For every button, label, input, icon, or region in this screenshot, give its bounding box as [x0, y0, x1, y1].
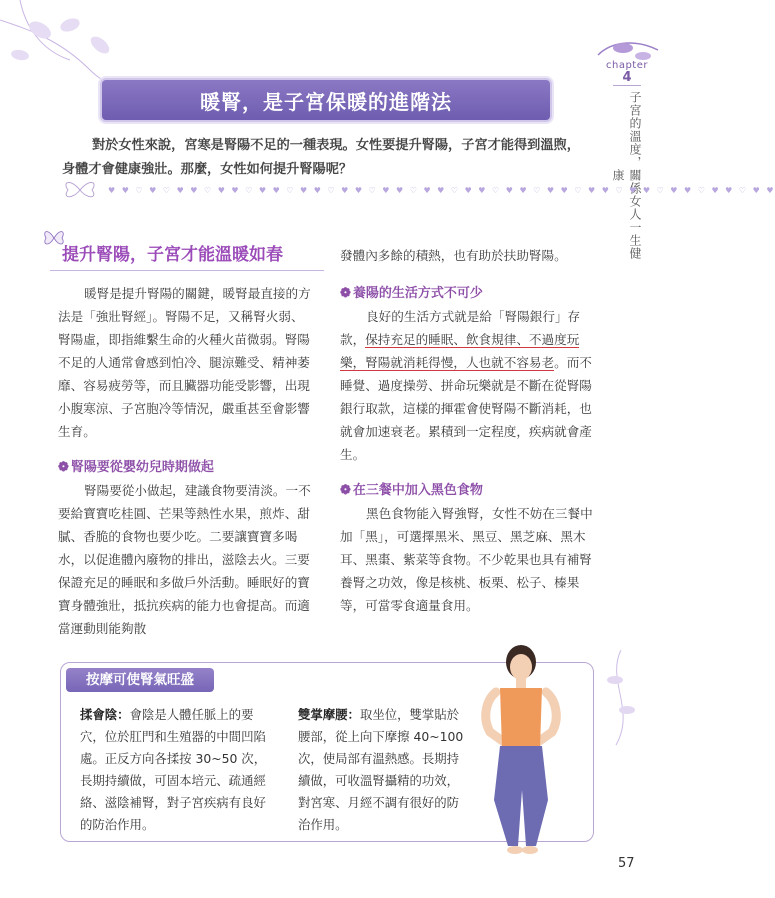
title-banner [100, 78, 552, 122]
woman-figure-illustration [468, 640, 574, 860]
subhead-lifestyle-text: 養陽的生活方式不可少 [352, 286, 483, 301]
page-number: 57 [618, 856, 635, 871]
subhead-black-food-text: 在三餐中加入黑色食物 [352, 483, 483, 498]
massage-huiyin [80, 704, 276, 836]
heart-divider: ♥ ♥ ♡ ♥ ♡ ♥ ♥ ♡ ♥ ♥ ♡ ♥ ♥ ♡ ♥ ♥ ♡ ♥ ♥ ♡ ♥ ♥ ♡ ♥ ♥ ♡ ♥ ♥ ♡ ♥ ♥ ♡ ♥ ♥ ♡ ♥ ♥ ♡ ♥ ♥ ♡ ♥ ♥ ♡ ♥ ♥ ♡ ♥ ♥ [108, 186, 775, 195]
massage-waist [298, 704, 464, 836]
right-paragraph-1-end: 。而不睡覺、過度操勞、拼命玩樂就是不斷在從腎陽銀行取款，這樣的揮霍會使腎陽不斷消耗，也就會加速衰老。累積到一定程度，疾病就會產生。 [340, 355, 592, 462]
page-title: 暖腎，是子宮保暖的進階法 [200, 89, 452, 114]
butterfly-icon [60, 178, 100, 202]
massage-huiyin-text: 會陰是人體任脈上的要穴，位於肛門和生殖器的中間凹陷處。正反方向各揉按 30~50 次，長期持續做，可固本培元、疏通經絡、滋陰補腎，對子宮疾病有良好的防治作用。 [80, 707, 267, 832]
massage-huiyin-term: 揉會陰： [80, 707, 130, 722]
chapter-number: 4 [613, 71, 641, 86]
left-paragraph-2: 腎陽要從小做起，建議食物要清淡。一不要給寶寶吃桂圓、芒果等熱性水果，煎炸、甜膩、香脆的食物也要少吃。二要讓寶寶多喝水，以促進體內廢物的排出，滋陰去火。三要保證充足的睡眠和多做戶外活動。睡眠好的寶寶身體強壯，抵抗疾病的能力也會提高。而適當運動則能夠散 [58, 483, 311, 636]
flower-bullet-icon: ❁ [340, 286, 351, 301]
massage-tag: 按摩可使腎氣旺盛 [66, 668, 214, 692]
flower-bullet-icon: ❁ [340, 483, 351, 498]
floral-ornament-icon [601, 650, 641, 745]
chapter-label: chapter [606, 60, 648, 71]
massage-waist-term: 雙掌摩腰： [298, 707, 360, 722]
left-column [58, 282, 314, 640]
subhead-infant-text: 腎陽要從嬰幼兒時期做起 [70, 460, 214, 475]
right-column [340, 244, 594, 617]
right-paragraph-1 [340, 305, 594, 466]
flower-bullet-icon: ❁ [58, 460, 69, 475]
right-paragraph-2: 黑色食物能入腎強腎，女性不妨在三餐中加「黑」，可選擇黑米、黑豆、黑芝麻、黑木耳、黑棗、紫菜等食物。不少乾果也具有補腎養腎之功效，像是核桃、板栗、松子、榛果等，可當零食適量食用。 [340, 506, 593, 613]
chapter-tab [604, 60, 650, 260]
subhead-black-food [340, 480, 594, 502]
left-paragraph-1: 暖腎是提升腎陽的關鍵，暖腎最直接的方法是「強壯腎經」。腎陽不足，又稱腎火弱、腎陽虛，即指維繫生命的火種火苗微弱。腎陽不足的人通常會感到怕冷、腿涼難受、精神萎靡、容易疲勞等，而且臟器功能受影響，出現小腹寒涼、子宮胞冷等情況，嚴重甚至會影響生育。 [58, 286, 311, 439]
chapter-title: 子宮的溫度，關係女人一生健康 [611, 90, 642, 260]
subhead-infant [58, 457, 314, 479]
subhead-lifestyle [340, 283, 594, 305]
section-heading: 提升腎陽，子宮才能溫暖如春 [50, 240, 324, 271]
massage-waist-text: 取坐位，雙掌貼於腰部，從上向下摩擦 40~100 次，使局部有溫熱感。長期持續做，可收溫腎攝精的功效，對宮寒、月經不調有很好的防治作用。 [298, 707, 464, 832]
right-continuation: 發體內多餘的積熱，也有助於扶助腎陽。 [340, 248, 567, 263]
right-paragraph-1-start: 良好的生活方式就是給「腎陽銀行」存款， [340, 309, 581, 347]
intro-paragraph: 對於女性來說，宮寒是腎陽不足的一種表現。女性要提升腎陽，子宮才能得到溫煦，身體才會健康強壯。那麼，女性如何提升腎陽呢？ [62, 138, 580, 177]
underlined-advice: 保持充足的睡眠、飲食規律、不過度玩樂，腎陽就消耗得慢，人也就不容易老 [340, 332, 580, 370]
